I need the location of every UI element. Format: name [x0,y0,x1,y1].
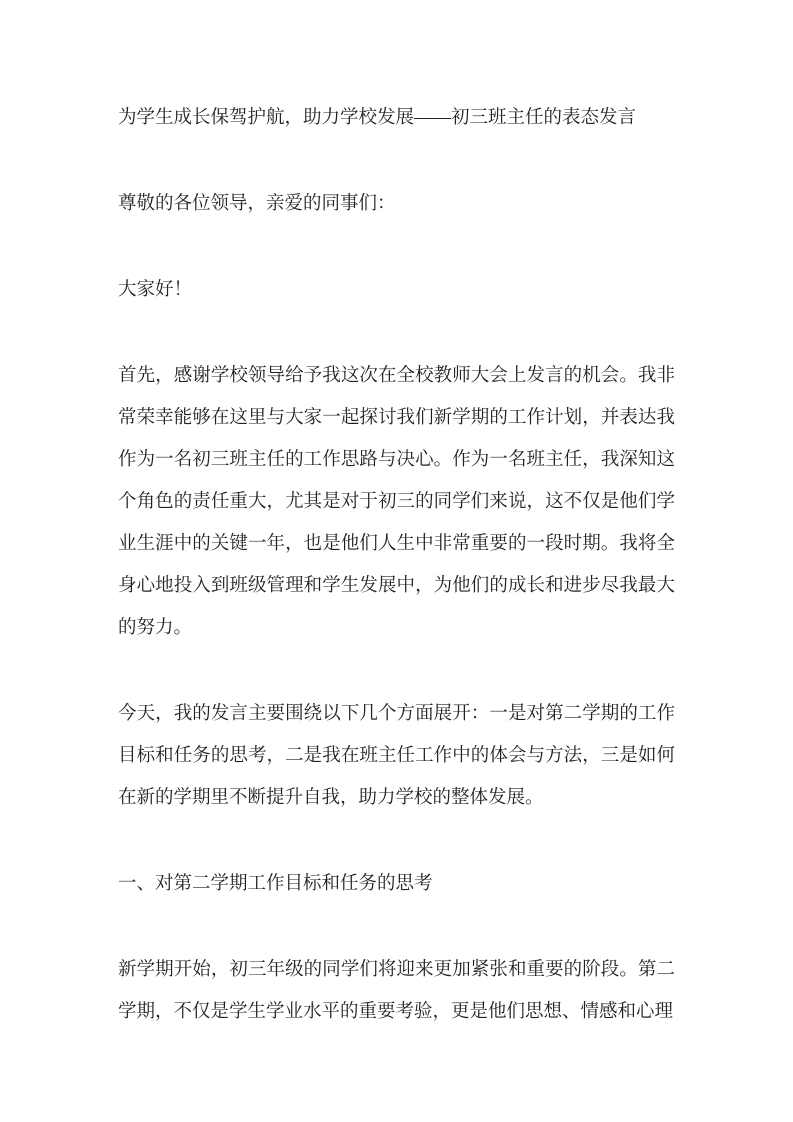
paragraph-introduction: 首先，感谢学校领导给予我这次在全校教师大会上发言的机会。我非常荣幸能够在这里与大家一起探讨我们新学期的工作计划，并表达我作为一名初三班主任的工作思路与决心。作为一名班主任，我深知这个角色的责任重大，尤其是对于初三的同学们来说，这不仅是他们学业生涯中的关键一年，也是他们人生中非常重要的一段时期。我将全身心地投入到班级管理和学生发展中，为他们的成长和进步尽我最大的努力。 [118,366,675,638]
document-title: 为学生成长保驾护航，助力学校发展——初三班主任的表态发言 [118,108,637,128]
document-content [118,97,675,1026]
paragraph-outline: 今天，我的发言主要围绕以下几个方面展开：一是对第二学期的工作目标和任务的思考，二是我在班主任工作中的体会与方法，三是如何在新的学期里不断提升自我，助力学校的整体发展。 [118,704,675,808]
section-heading-1: 一、对第二学期工作目标和任务的思考 [118,874,433,894]
greeting-line: 大家好！ [118,280,193,300]
salutation-line: 尊敬的各位领导，亲爱的同事们： [118,194,396,214]
paragraph-section-1: 新学期开始，初三年级的同学们将迎来更加紧张和重要的阶段。第二学期，不仅是学生学业水平的重要考验，更是他们思想、情感和心理 [118,960,675,1022]
